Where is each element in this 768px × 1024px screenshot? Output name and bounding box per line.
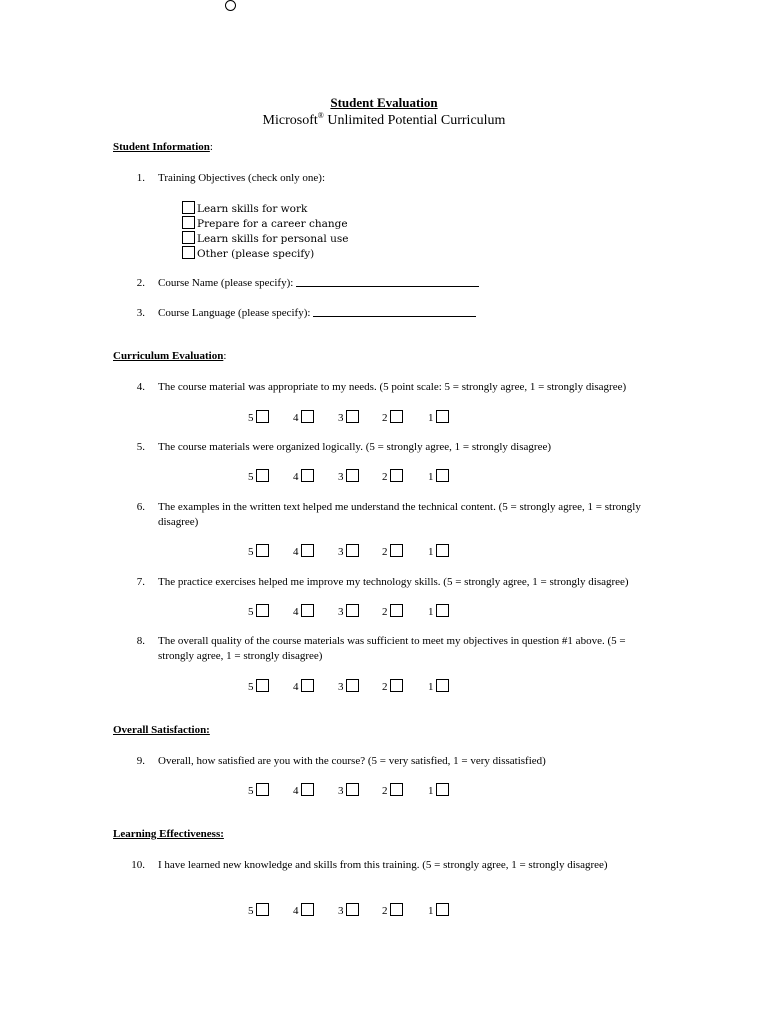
objective-option[interactable]: Learn skills for personal use — [182, 231, 348, 247]
rating-option[interactable] — [428, 783, 449, 797]
rating-checkbox[interactable] — [346, 679, 359, 692]
rating-label: 4 — [293, 681, 299, 693]
rating-label: 3 — [338, 412, 344, 424]
rating-checkbox[interactable] — [436, 410, 449, 423]
rating-checkbox[interactable] — [256, 410, 269, 423]
rating-checkbox[interactable] — [346, 783, 359, 796]
rating-option[interactable] — [293, 410, 314, 424]
question-number: 7. — [136, 576, 145, 588]
rating-option[interactable] — [382, 903, 403, 917]
rating-label: 2 — [382, 546, 388, 558]
rating-checkbox[interactable] — [390, 544, 403, 557]
rating-label: 2 — [382, 905, 388, 917]
rating-checkbox[interactable] — [390, 604, 403, 617]
rating-label: 4 — [293, 785, 299, 797]
rating-option[interactable] — [338, 679, 359, 693]
objective-checkbox[interactable] — [182, 201, 195, 214]
rating-option[interactable] — [428, 410, 449, 424]
rating-label: 1 — [428, 471, 434, 483]
section-heading-student-information: Student Information: — [113, 141, 213, 153]
question-text: Course Language (please specify): — [158, 306, 653, 321]
rating-scale — [0, 410, 768, 426]
rating-checkbox[interactable] — [346, 604, 359, 617]
rating-label: 3 — [338, 785, 344, 797]
objective-option[interactable]: Prepare for a career change — [182, 216, 348, 232]
question-number: 6. — [136, 501, 145, 513]
rating-checkbox[interactable] — [301, 903, 314, 916]
question-number: 9. — [136, 755, 145, 767]
rating-checkbox[interactable] — [301, 544, 314, 557]
rating-checkbox[interactable] — [301, 604, 314, 617]
rating-checkbox[interactable] — [436, 783, 449, 796]
question-text: Overall, how satisfied are you with the course? (5 = very satisfied, 1 = very dissatisfied) — [158, 755, 546, 767]
rating-label: 2 — [382, 471, 388, 483]
rating-label: 5 — [248, 606, 254, 618]
rating-checkbox[interactable] — [346, 469, 359, 482]
rating-option[interactable] — [382, 604, 403, 618]
rating-checkbox[interactable] — [436, 469, 449, 482]
rating-label: 5 — [248, 681, 254, 693]
course-name-field[interactable] — [296, 286, 479, 287]
question-number: 1. — [136, 172, 145, 184]
rating-option[interactable] — [293, 783, 314, 797]
course-language-field[interactable] — [313, 316, 476, 317]
rating-label: 4 — [293, 606, 299, 618]
rating-checkbox[interactable] — [436, 604, 449, 617]
section-heading-overall-satisfaction: Overall Satisfaction: — [113, 724, 210, 736]
rating-checkbox[interactable] — [301, 783, 314, 796]
question-number: 8. — [136, 635, 145, 647]
question-number: 2. — [136, 277, 145, 289]
question-text: Course Name (please specify): — [158, 276, 653, 291]
rating-label: 1 — [428, 905, 434, 917]
rating-label: 4 — [293, 546, 299, 558]
rating-scale — [0, 604, 768, 620]
rating-option[interactable] — [428, 469, 449, 483]
question-text: The examples in the written text helped me understand the technical content. (5 = strongly agree, 1 = strongly disagree) — [158, 501, 641, 528]
question-number: 3. — [136, 307, 145, 319]
rating-option[interactable] — [248, 544, 269, 558]
rating-label: 3 — [338, 546, 344, 558]
rating-checkbox[interactable] — [256, 604, 269, 617]
rating-option[interactable] — [338, 783, 359, 797]
rating-checkbox[interactable] — [390, 903, 403, 916]
objective-option[interactable]: Learn skills for work — [182, 201, 307, 217]
rating-option[interactable] — [248, 469, 269, 483]
rating-label: 4 — [293, 905, 299, 917]
rating-checkbox[interactable] — [436, 544, 449, 557]
question-text: The practice exercises helped me improve my technology skills. (5 = strongly agree, 1 = strongly disagree) — [158, 576, 629, 588]
rating-option[interactable] — [338, 604, 359, 618]
rating-option[interactable] — [428, 679, 449, 693]
objective-checkbox[interactable] — [182, 231, 195, 244]
objective-checkbox[interactable] — [182, 216, 195, 229]
rating-option[interactable] — [248, 410, 269, 424]
rating-option[interactable] — [382, 679, 403, 693]
rating-option[interactable] — [428, 544, 449, 558]
objective-checkbox[interactable] — [182, 246, 195, 259]
rating-label: 1 — [428, 606, 434, 618]
question-number: 4. — [136, 381, 145, 393]
rating-checkbox[interactable] — [346, 903, 359, 916]
rating-checkbox[interactable] — [436, 903, 449, 916]
question-text: The course materials were organized logically. (5 = strongly agree, 1 = strongly disagree) — [158, 441, 551, 453]
rating-label: 3 — [338, 681, 344, 693]
rating-option[interactable] — [248, 903, 269, 917]
rating-label: 2 — [382, 412, 388, 424]
rating-checkbox[interactable] — [301, 410, 314, 423]
rating-option[interactable] — [248, 783, 269, 797]
page-title: Student Evaluation — [330, 95, 438, 110]
rating-label: 5 — [248, 546, 254, 558]
question-number: 5. — [136, 441, 145, 453]
rating-label: 1 — [428, 546, 434, 558]
rating-checkbox[interactable] — [256, 783, 269, 796]
rating-scale — [0, 469, 768, 485]
rating-option[interactable] — [382, 410, 403, 424]
rating-label: 2 — [382, 785, 388, 797]
rating-option[interactable] — [382, 469, 403, 483]
rating-option[interactable] — [428, 604, 449, 618]
rating-checkbox[interactable] — [346, 410, 359, 423]
rating-option[interactable] — [428, 903, 449, 917]
rating-scale — [0, 679, 768, 695]
rating-checkbox[interactable] — [301, 679, 314, 692]
rating-option[interactable] — [248, 679, 269, 693]
rating-option[interactable] — [293, 903, 314, 917]
rating-checkbox[interactable] — [256, 903, 269, 916]
rating-label: 2 — [382, 681, 388, 693]
question-text: The overall quality of the course materials was sufficient to meet my objectives in question #1 above. (5 = strongly agree, 1 = strongly disagree) — [158, 635, 626, 662]
objective-option[interactable]: Other (please specify) — [182, 246, 314, 262]
rating-option[interactable] — [382, 544, 403, 558]
rating-option[interactable] — [293, 469, 314, 483]
rating-checkbox[interactable] — [390, 469, 403, 482]
rating-option[interactable] — [338, 469, 359, 483]
rating-option[interactable] — [293, 604, 314, 618]
rating-checkbox[interactable] — [256, 469, 269, 482]
rating-scale — [0, 903, 768, 919]
rating-option[interactable] — [293, 544, 314, 558]
question-text: Training Objectives (check only one): — [158, 172, 325, 184]
rating-label: 5 — [248, 905, 254, 917]
question-number: 10. — [131, 859, 145, 871]
rating-scale — [0, 783, 768, 799]
rating-checkbox[interactable] — [390, 410, 403, 423]
rating-checkbox[interactable] — [256, 544, 269, 557]
rating-option[interactable] — [338, 903, 359, 917]
question-text: The course material was appropriate to my needs. (5 point scale: 5 = strongly agree, 1 = strongly disagree) — [158, 381, 627, 393]
section-heading-curriculum-evaluation: Curriculum Evaluation: — [113, 350, 227, 362]
rating-label: 1 — [428, 412, 434, 424]
page-subtitle: Microsoft® Unlimited Potential Curriculum — [262, 111, 506, 128]
question-text: I have learned new knowledge and skills from this training. (5 = strongly agree, 1 = strongly disagree) — [158, 859, 608, 871]
rating-label: 5 — [248, 412, 254, 424]
rating-checkbox[interactable] — [256, 679, 269, 692]
rating-label: 1 — [428, 785, 434, 797]
rating-option[interactable] — [293, 679, 314, 693]
rating-label: 2 — [382, 606, 388, 618]
rating-label: 4 — [293, 412, 299, 424]
section-heading-learning-effectiveness: Learning Effectiveness: — [113, 828, 224, 840]
rating-option[interactable] — [338, 410, 359, 424]
rating-label: 3 — [338, 905, 344, 917]
rating-label: 5 — [248, 785, 254, 797]
rating-label: 3 — [338, 606, 344, 618]
rating-option[interactable] — [382, 783, 403, 797]
rating-checkbox[interactable] — [346, 544, 359, 557]
rating-label: 5 — [248, 471, 254, 483]
rating-label: 1 — [428, 681, 434, 693]
rating-scale — [0, 544, 768, 560]
rating-checkbox[interactable] — [390, 679, 403, 692]
rating-option[interactable] — [338, 544, 359, 558]
circle-mark-icon — [225, 0, 236, 11]
rating-label: 4 — [293, 471, 299, 483]
rating-option[interactable] — [248, 604, 269, 618]
rating-checkbox[interactable] — [301, 469, 314, 482]
rating-label: 3 — [338, 471, 344, 483]
rating-checkbox[interactable] — [436, 679, 449, 692]
rating-checkbox[interactable] — [390, 783, 403, 796]
